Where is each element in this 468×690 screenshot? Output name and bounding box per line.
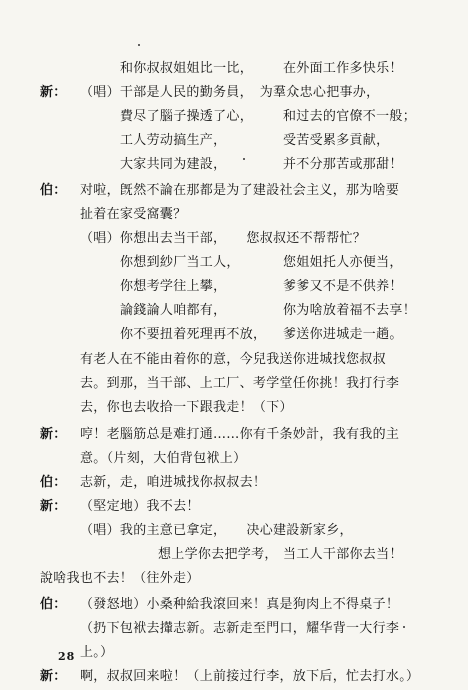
verse-half: 受苦受累多貢献， (283, 133, 390, 148)
script-line: 說啥我也不去！（往外走） (40, 571, 200, 586)
speaker-label: 新： (40, 85, 67, 100)
script-line: 扯着在家受窩囊？ (80, 207, 187, 222)
script-line: 上。） (80, 645, 114, 660)
script-line: （唱）我的主意已拿定， 决心建設新家乡， (80, 523, 353, 538)
ink-speck (403, 626, 405, 628)
verse-half: 爹爹又不是不供养！ (283, 279, 403, 294)
ink-speck (243, 158, 245, 160)
ink-speck (138, 44, 140, 46)
script-line: 哼！老腦筋总是难打通……你有千条妙計，我有我的主 (80, 427, 400, 442)
verse-half: 你想到紗厂当工人， (120, 255, 240, 270)
script-line: （唱）你想出去当干部， 您叔叔还不帮帮忙？ (80, 231, 367, 246)
script-line: 意。（片刻，大伯背包袱上） (80, 451, 247, 466)
verse-half: 当工人干部你去当！ (283, 547, 403, 562)
verse-half: 想上学你去把学考， (158, 547, 278, 562)
script-line: 志新，走，咱进城找你叔叔去！ (80, 475, 267, 490)
verse-half: 您姐姐托人亦便当， (283, 255, 403, 270)
verse-half: 爹送你进城走一趟。 (283, 327, 403, 342)
speaker-label: 新： (40, 669, 67, 684)
verse-half: 在外面工作多快乐！ (283, 61, 403, 76)
verse-half: 大家共同为建設， (120, 157, 227, 172)
script-line: （發怒地）小桑种給我滾回来！真是狗肉上不得桌子！ (80, 597, 400, 612)
script-line: （扔下包袱去攆志新。志新走至門口，耀华背一大行李 (80, 621, 400, 636)
verse-half: 和你叔叔姐姐比一比， (120, 61, 254, 76)
script-line: 对啦，旣然不論在那都是为了建設社会主义，那为啥要 (80, 183, 400, 198)
speaker-label: 新： (40, 499, 67, 514)
verse-half: 你不要扭着死理再不放， (120, 327, 267, 342)
verse-half: 你想考学往上攀， (120, 279, 227, 294)
verse-half: 論錢論人咱都有， (120, 303, 227, 318)
verse-half: 你为啥放着福不去享！ (283, 303, 417, 318)
speaker-label: 伯： (40, 183, 67, 198)
script-line: （唱）干部是人民的勤务員， 为羣众忠心把事办， (80, 85, 380, 100)
verse-half: 和过去的官僚不一般； (283, 109, 417, 124)
speaker-label: 伯： (40, 597, 67, 612)
script-line: （堅定地）我不去！ (80, 499, 200, 514)
script-line: 有老人在不能由着你的意，今兒我送你进城找您叔叔 (80, 352, 386, 367)
speaker-label: 伯： (40, 475, 67, 490)
verse-half: 并不分那苦或那甜！ (283, 157, 403, 172)
verse-half: 費尽了腦子操透了心， (120, 109, 254, 124)
verse-half: 工人劳动搞生产， (120, 133, 227, 148)
script-line: 去，你也去收拾一下跟我走！（下） (80, 400, 293, 415)
script-line: 啊，叔叔回来啦！（上前接过行李，放下后，忙去打水。） (80, 669, 420, 684)
page-number: 28 (58, 650, 76, 663)
script-line: 去。到那，当干部、上工厂、考学堂任你挑！我打行李 (80, 376, 400, 391)
speaker-label: 新： (40, 427, 67, 442)
